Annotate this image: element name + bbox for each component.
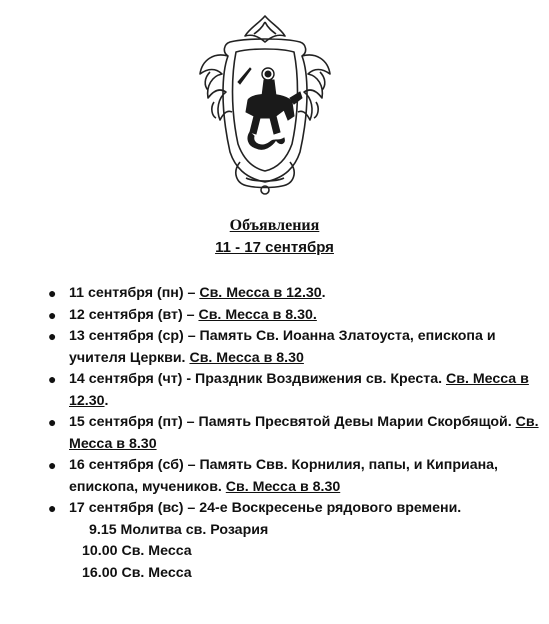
list-item [44, 283, 544, 305]
sunday-schedule-item: 9.15 Молитва св. Розария [89, 521, 269, 538]
mass-time: Св. Месса в 8.30. [198, 306, 317, 323]
announcement-date: 15 сентября (пт) – [69, 414, 199, 430]
mass-time: Св. Месса в 8.30 [69, 414, 539, 452]
announcement-list [44, 283, 544, 584]
list-item [44, 369, 544, 412]
bullet-icon: ● [48, 328, 57, 344]
mass-time: Св. Месса в 12.30 [69, 371, 529, 409]
mass-time: Св. Месса в 12.30 [199, 285, 322, 301]
list-item [44, 305, 544, 327]
announcement-text: Память Свв. Корнилия, папы, и Киприана, епископа, мучеников. [69, 457, 499, 495]
announcement-date: 13 сентября (ср) – [69, 328, 200, 344]
bullet-icon: ● [48, 371, 57, 387]
bullet-icon: ● [48, 306, 57, 323]
page-title: Объявления [229, 217, 320, 234]
announcement-date: 17 сентября (вс) – [69, 500, 200, 516]
bullet-icon: ● [48, 500, 57, 516]
announcement-text: Праздник Воздвижения св. Креста. [195, 371, 446, 387]
list-item [44, 498, 544, 584]
announcement-date: 11 сентября (пн) – [69, 285, 200, 301]
announcement-tail: . [104, 392, 109, 409]
announcement-date: 14 сентября (чт) - [69, 371, 196, 387]
announcement-text: 24-е Воскресенье рядового времени. [199, 500, 462, 516]
list-item [44, 455, 544, 498]
list-item [44, 412, 544, 455]
announcement-date: 16 сентября (сб) – [69, 457, 200, 473]
announcement-text: Память Св. Иоанна Златоуста, епископа и учителя Церкви. [69, 328, 496, 366]
announcement-date: 12 сентября (вт) – [69, 306, 199, 323]
mass-time: Св. Месса в 8.30 [225, 478, 341, 495]
sunday-schedule-item: 16.00 Св. Месса [82, 564, 192, 581]
coat-of-arms-emblem [190, 12, 340, 197]
mass-time: Св. Месса в 8.30 [189, 349, 304, 366]
sunday-schedule-item: 10.00 Св. Месса [82, 543, 192, 559]
date-range-subtitle: 11 - 17 сентября [215, 239, 334, 256]
announcement-text: Память Пресвятой Девы Марии Скорбящой. [198, 414, 516, 430]
bullet-icon: ● [48, 285, 57, 301]
bullet-icon: ● [48, 414, 57, 430]
list-item [44, 326, 544, 369]
bullet-icon: ● [48, 457, 57, 473]
announcement-tail: . [321, 285, 326, 301]
